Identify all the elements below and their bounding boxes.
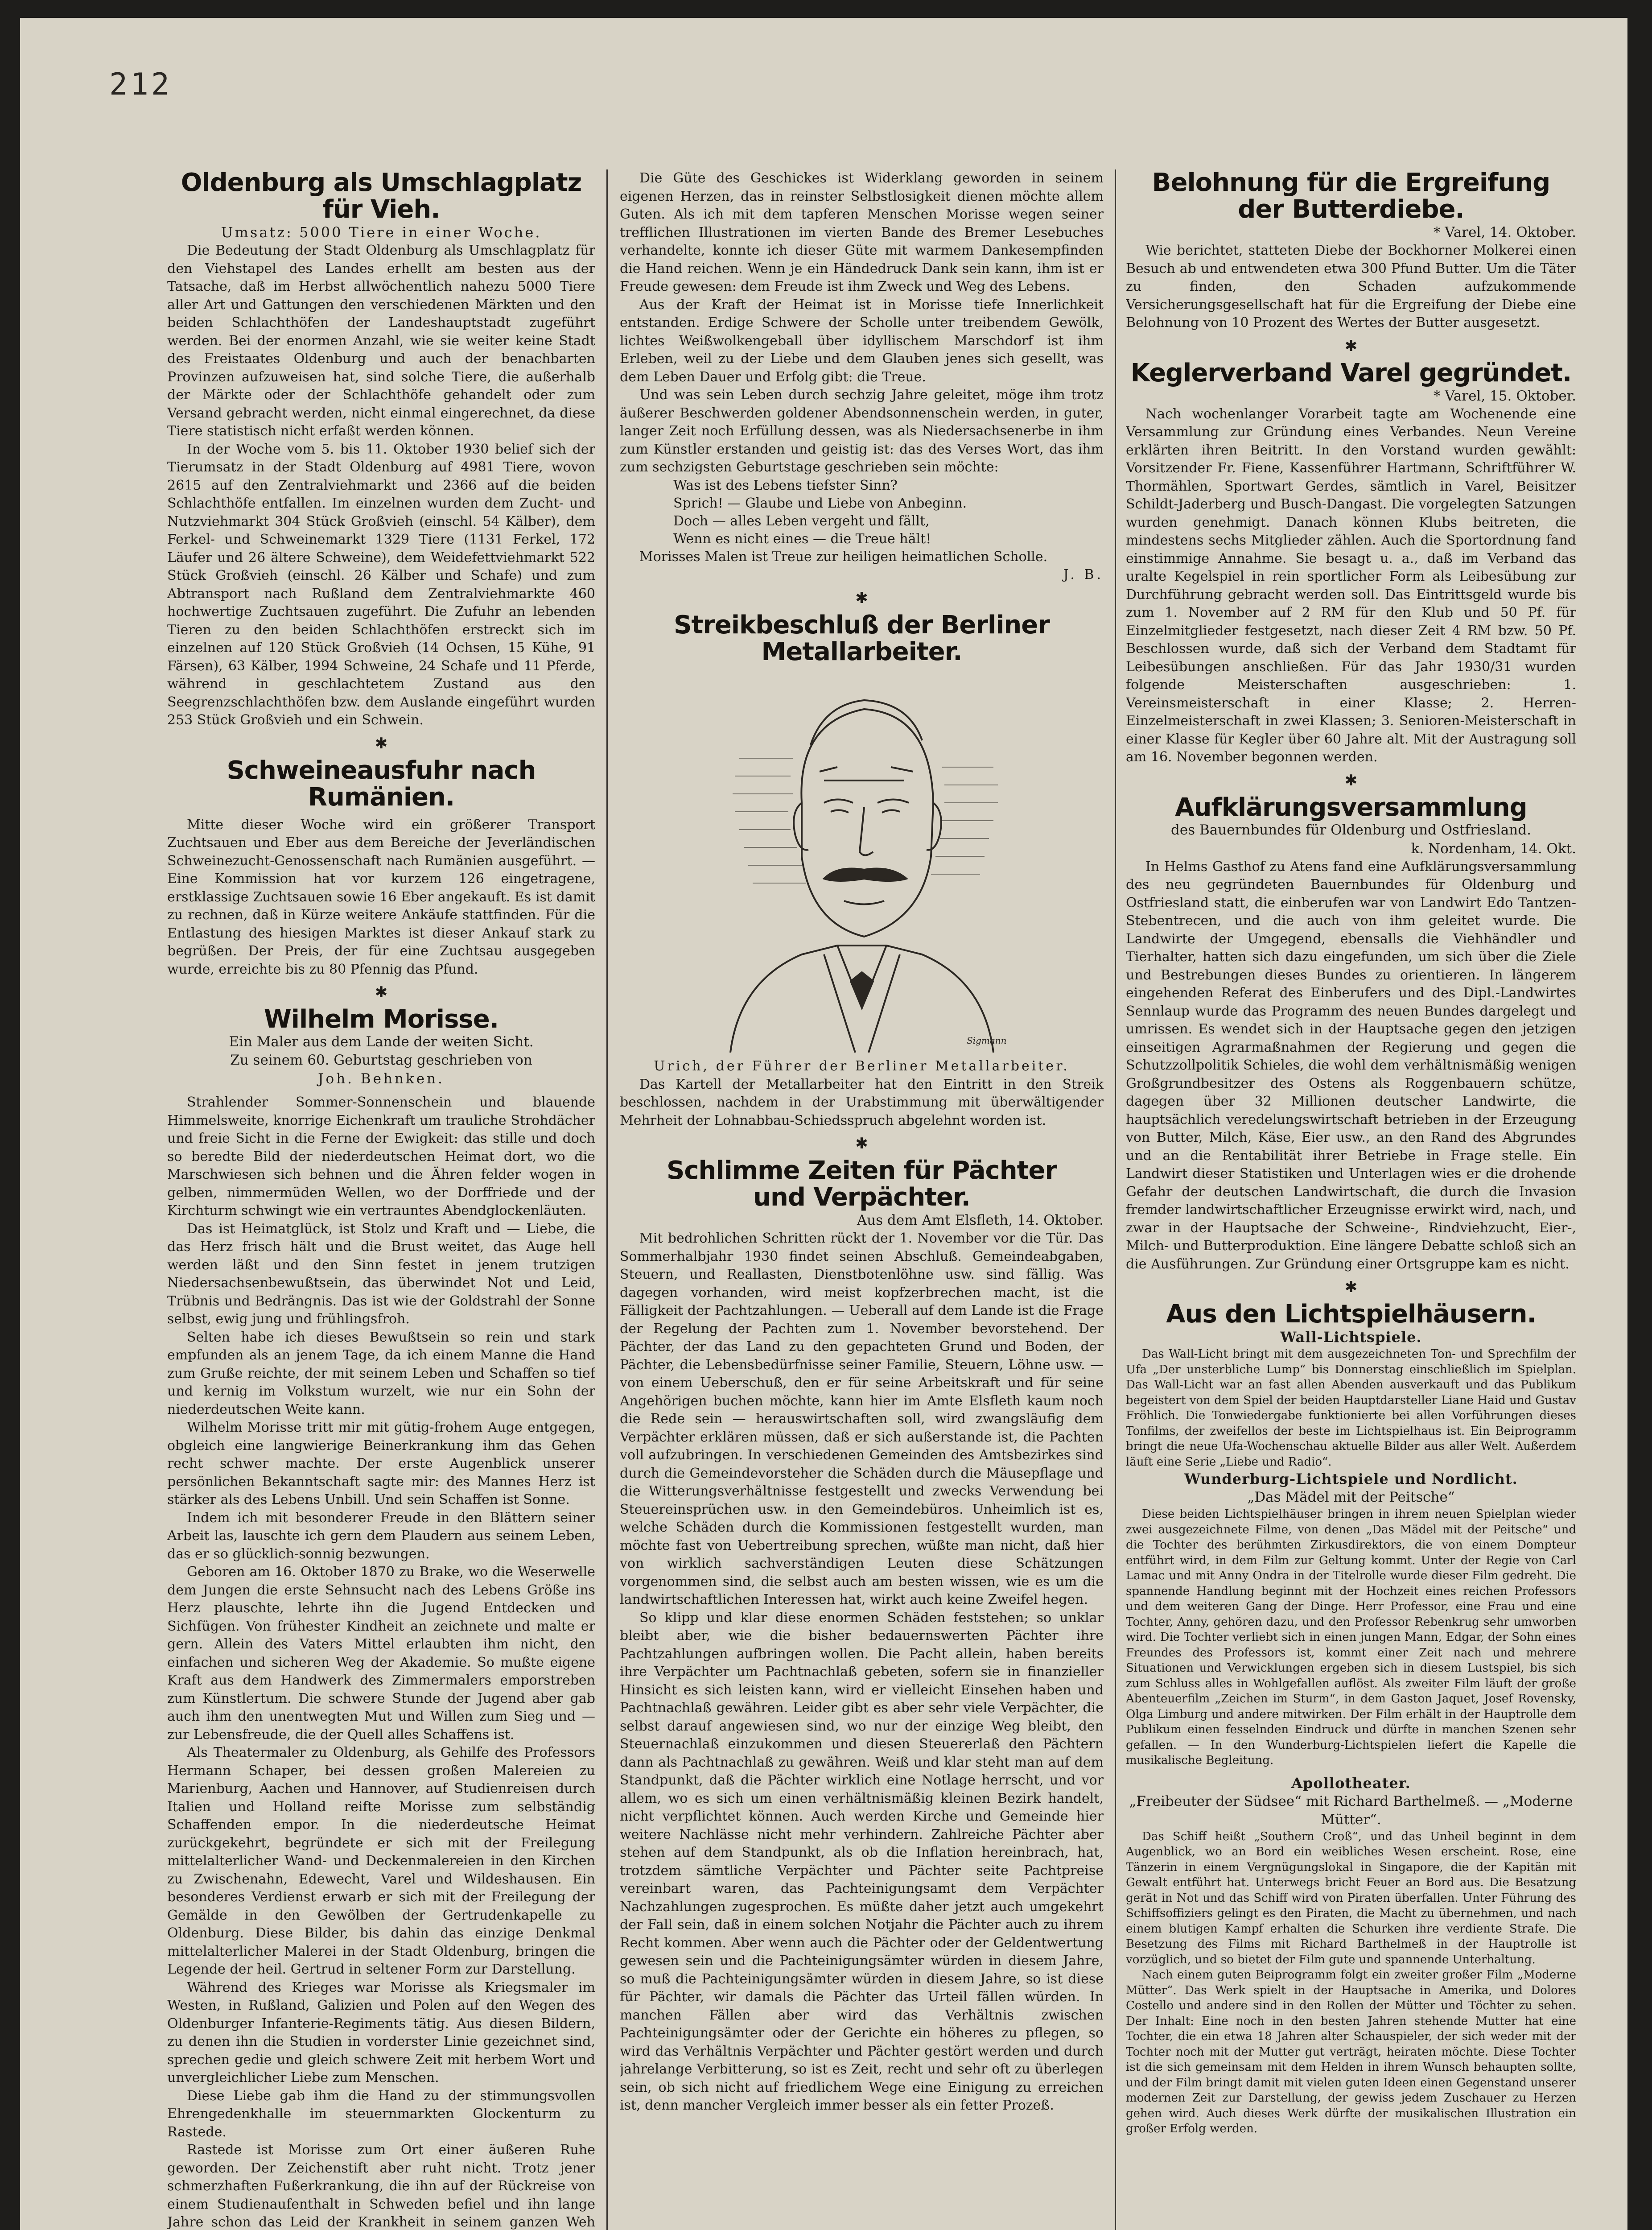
separator-star: ✱ [1344,771,1358,789]
article-title-butter-2: der Butterdiebe. [1238,195,1464,224]
small-print-block [1126,1829,1576,2137]
column-divider-left [606,169,608,2230]
paragraph: Das Schiff heißt „Southern Croß“, und das Unheil beginnt in dem Augenblick, wo an Bord ein weibliches Wesen erscheint. Rose, eine Tänzerin in einem Vergnügungslokal in Singapore, die der Kapitän mit Gewalt entführt hat. Unterwegs bricht Feuer an Bord aus. Die Besatzung gerät in Not und das Schiff wird von Piraten überfallen. Unter Führung des Schiffsoffiziers gelingt es den Piraten, die Macht zu übernehmen, und nach einem blutigen Kampf erhalten die Schurken ihre verdiente Strafe. Die Besetzung des Films mit Richard Barthelmeß in der Hauptrolle ist vorzüglich, und so bietet der Film gute und spannende Unterhaltung. [1126,1829,1576,1966]
paragraph: Das ist Heimatglück, ist Stolz und Kraft und — Liebe, die das Herz frisch hält und die Brust weitet, das Auge hell werden läßt und den Sinn festet in jenem trutzigen Niedersachsenbewußtsein, das überwindet Not und Leid, Trübnis und Bedrängnis. Das ist wie der Goldstrahl der Sonne selbst, ewig jung und frühlingsfroh. [167,1221,595,1327]
paragraph: Wie berichtet, statteten Diebe der Bockhorner Molkerei einen Besuch ab und entwendeten etwa 300 Pfund Butter. Um die Täter zu finden, den Schaden aufzukommende Versicherungsgesellschaft hat für die Ergreifung der Diebe eine Belohnung von 10 Prozent des Wertes der Butter ausgesetzt. [1126,243,1576,330]
paragraph: Geboren am 16. Oktober 1870 zu Brake, wo die Weserwelle dem Jungen die erste Sehnsucht nach des Lebens Größe ins Herz plauschte, lehrte ihn die Jugend Entdecken und Sichfügen. Von frühester Kindheit an zeichnete und malte er gern. Allein des Vaters Mittel erlaubten ihm nicht, den einfachen und sicheren Weg der Akademie. So mußte eigene Kraft aus dem Handwerk des Zimmermalers emporstreben zum Künstlertum. Die schwere Stunde der Jugend aber gab auch ihm den unentwegten Mut und Willen zum Sieg und — zur Lebensfreude, die der Quell alles Schaffens ist. [167,1564,595,1743]
section-heading: Apollotheater. [1291,1774,1411,1792]
poem-line: Sprich! — Glaube und Liebe von Anbeginn. [673,495,967,511]
article-subtitle: des Bauernbundes für Oldenburg und Ostfriesland. [1171,822,1531,838]
author-initials: J. B. [1063,567,1104,582]
portrait-signature: Sigmann [966,1035,1007,1046]
paragraph: Morisses Malen ist Treue zur heiligen heimatlichen Scholle. [639,549,1048,565]
film-title: „Freibeuter der Südsee“ mit Richard Barthelmeß. — „Moderne Mütter“. [1129,1793,1573,1828]
paragraph: Das Wall-Licht bringt mit dem ausgezeichneten Ton- und Sprechfilm der Ufa „Der unsterbliche Lump“ bis Donnerstag einschließlich im Spielplan. Das Wall-Licht war an fast allen Abenden ausverkauft und das Publikum begeistert von dem Spiel der beiden Hauptdarsteller Liane Haid und Gustav Fröhlich. Die Tonwiedergabe funktionierte bei allen Vorführungen dieses Tonfilms, der zweifellos der beste im Lichtspielhaus ist. Ein Beiprogramm bringt die neue Ufa-Wochenschau aktuelle Bilder aus aller Welt. Außerdem läuft eine Serie „Liebe und Radio“. [1126,1347,1576,1469]
article-title-morisse: Wilhelm Morisse. [264,1005,498,1034]
film-title: „Das Mädel mit der Peitsche“ [1247,1489,1455,1505]
article-title-paechter-1: Schlimme Zeiten für Pächter [667,1156,1057,1185]
paragraph: Diese beiden Lichtspielhäuser bringen in ihrem neuen Spielplan wieder zwei ausgezeichnete Filme, von denen „Das Mädel mit der Peitsche“ und die Tochter des berühmten Zirkusdirektors, die von einem Dompteur entführt wird, in dem Film zur Geltung kommt. Unter der Regie von Carl Lamac und mit Anny Ondra in der Titelrolle wurde dieser Film gedreht. Die spannende Handlung beginnt mit der Hochzeit eines reichen Professors und dem weiteren Gang der Dinge. Herr Professor, eine Frau und eine Tochter, Anny, gehören dazu, und den Professor Rebenkrug sehr umworben wird. Die Tochter verliebt sich in einen jungen Mann, Edgar, der Sohn eines Freundes des Professors ist, kommt einer Zeit nach und mehrere Situationen und Verwicklungen ergeben sich in diesem Lustspiel, bis sich zum Schluss alles in Wohlgefallen auflöst. Als zweiter Film läuft der große Abenteuerfilm „Zeichen im Sturm“, in dem Gaston Jaquet, Josef Rovensky, Olga Limburg und andere mitwirken. Der Film erhält in der Hauptrolle dem Publikum einen fesselnden Eindruck und dürfte in manchen Szenen sehr gefallen. — In den Wunderburg-Lichtspielen liefert die Kapelle die musikalische Begleitung. [1126,1507,1576,1767]
article-dedication: Zu seinem 60. Geburtstag geschrieben von [230,1052,532,1068]
article-title-vieh: Oldenburg als Umschlagplatz für Vieh. [181,169,582,224]
article-author: Joh. Behnken. [318,1071,445,1087]
article-dateline: Aus dem Amt Elsfleth, 14. Oktober. [857,1212,1104,1228]
paragraph: Rastede ist Morisse zum Ort einer äußeren Ruhe geworden. Der Zeichenstift aber ruht nicht. Trotz jener schmerzhaften Fußerkrankung, die ihn auf der Rückreise von einem Studienaufenthalt in Schweden befiel und ihn lange Jahre schon das Leid der Krankheit in seinem ganzen Weh [167,2142,595,2230]
section-heading: Wunderburg-Lichtspiele und Nordlicht. [1184,1470,1518,1487]
left-column [167,169,595,2230]
paragraph: Mitte dieser Woche wird ein größerer Transport Zuchtsauen und Eber aus dem Bereiche der Jeverländischen Schweinezucht-Genossenschaft nach Rumänien ausgeführt. — Eine Kommission hat vor kurzem 126 eingetragene, erstklassige Zuchtsauen sowie 16 Eber angekauft. Es ist damit zu rechnen, daß in Kürze weitere Ankäufe stattfinden. Für die Entlastung des hiesigen Marktes ist dieser Ankauf stark zu begrüßen. Der Preis, der für eine Zuchtsau ausgegeben wurde, erreichte bis zu 80 Pfennig das Pfund. [167,817,595,977]
paragraph: So klipp und klar diese enormen Schäden feststehen; so unklar bleibt aber, wie die bisher bedauernswerten Pächter ihre Pachtzahlungen aufbringen wollen. Die Pacht allein, haben bereits ihre Verpächter um Pachtnachlaß gebeten, sofern sie in finanzieller Hinsicht es sich leisten kann, wird er vielleicht Einsehen haben und Pachtnachlaß gewähren. Leider gibt es aber sehr viele Verpächter, die selbst darauf angewiesen sind, wo nur der einzige Weg bleibt, den Steuernachlaß einzukommen und diesen Steuererlaß den Pächtern dann als Pachtnachlaß zu gewähren. Weiß und klar steht man auf dem Standpunkt, daß die Pächter wirklich eine Notlage herrscht, und vor allem, wo es sich um einen verhältnismäßig kleinen Bezirk handelt, nicht verpflichtet können. Auch werden Kirche und Gemeinde hier weitere Nachlässe nicht mehr verhindern. Zahlreiche Pächter aber stehen auf dem Standpunkt, als ob die Inflation hereinbrach, hat, trotzdem sämtliche Verpächter und Pächter seite Pachtpreise vereinbart waren, das Pachteinigungsamt dem Verpächter Nachzahlungen zugesprochen. Es müßte daher jetzt auch umgekehrt der Fall sein, daß in einem solchen Notjahr die Pächter auch zu ihrem Recht kommen. Aber wenn auch die Pächter oder der Geldentwertung gewesen sein und die Pachteinigungsämter würden in diesem Jahre, so muß die Pachteinigungsämter würden in diesem Jahre, so ist diese für Pächter, wir damals die Pächter das Urteil fällen würden. In manchen Fällen aber wird das Verhältnis zwischen Pachteinigungsämter oder der Gerichte ein höheres zu pflegen, so wird das Verhältnis Verpächter und Pächter gestört werden und durch jahrelange Verbitterung, so ist es Zeit, recht und sehr oft zu überlegen sein, ob sich nicht auf friedlichem Wege eine Einigung zu erreichen ist, denn mancher Vergleich immer besser als ein fetter Prozeß. [620,1610,1104,2113]
paragraph: Selten habe ich dieses Bewußtsein so rein und stark empfunden als an jenem Tage, da ich einem Manne die Hand zum Gruße reichte, der mit seinem Leben und Schaffen so tief und kernig im Volkstum wurzelt, wie nur ein Sohn der niederdeutschen Weite kann. [167,1329,595,1417]
article-title-aufklaerung: Aufklärungsversammlung [1175,793,1527,822]
paragraph: Das Kartell der Metallarbeiter hat den Eintritt in den Streik beschlossen, nachdem in der Urabstimmung mit überwältigender Mehrheit der Lohnabbau-Schiedsspruch abgelehnt worden ist. [620,1076,1104,1128]
middle-column [620,169,1104,2230]
article-dateline: * Varel, 14. Oktober. [1433,224,1576,240]
poem-line: Doch — alles Leben vergeht und fällt, [673,513,930,529]
paragraph: Die Güte des Geschickes ist Widerklang geworden in seinem eigenen Herzen, das in reinster Selbstlosigkeit dienen möchte allem Guten. Als ich mit dem tapferen Menschen Morisse wegen seiner trefflichen Illustrationen im vierten Bande des Bremer Lesebuches verhandelte, konnte ich dieser Güte mit warmem Dankesempfinden die Hand reichen. Wenn je ein Händedruck Dank sein kann, ihm ist er Freude gewesen: dem Freude ist ihm Zweck und Weg des Lebens. [620,170,1104,294]
paragraph: Strahlender Sommer-Sonnenschein und blauende Himmelsweite, knorrige Eichenkraft um trauliche Strohdächer und freie Sicht in die Ferne der Ewigkeit: das stille und doch so beredte Bild der niederdeutschen Heimat dort, wo die Marschwiesen sich behnen und die Ähren felder wogen in gelben, nimmermüden Wellen, wo der Dorffriede und der Kirchturm schwingt wie ein vertrauntes Abendglockenläuten. [167,1094,595,1218]
paragraph: Die Bedeutung der Stadt Oldenburg als Umschlagplatz für den Viehstapel des Landes erhellt am besten aus der Tatsache, daß im Herbst allwöchentlich nahezu 5000 Tiere aller Art und Gattungen den verschiedenen Märkten und den beiden Schlachthöfen der Landeshauptstadt zugeführt werden. Bei der enormen Anzahl, wie sie weiter keine Stadt des Freistaates Oldenburg und auch der benachbarten Provinzen aufzuweisen hat, sind solche Tiere, die außerhalb der Märkte oder der Schlachthöfe gehandelt oder zum Versand gebracht werden, nicht einmal eingerechnet, da diese Tiere statistisch nicht erfaßt werden können. [167,243,595,439]
separator-star: ✱ [855,1135,868,1152]
separator-star: ✱ [855,589,868,607]
poem-line: Was ist des Lebens tiefster Sinn? [673,477,898,493]
newspaper-page [20,18,1627,2230]
paragraph: Mit bedrohlichen Schritten rückt der 1. November vor die Tür. Das Sommerhalbjahr 1930 findet seinen Abschluß. Gemeindeabgaben, Steuern, und Reallasten, Dienstbotenlöhne usw. sind fällig. Was dagegen vorhanden, wird meist kopfzerbrechen macht, ist die Fälligkeit der Pachtzahlungen. — Ueberall auf dem Lande ist die Frage der Regelung der Pachten zum 1. November bevorstehend. Der Pächter, der das Land zu den gepachteten Grund und Boden, der Pächter, die Lebensbedürfnisse seiner Familie, Steuern, Löhne usw. — von einem Ueberschuß, den er für seine Arbeitskraft und für seine Angehörigen buchen möchte, kann hier im Amte Elsfleth kaum noch die Rede sein — herauswirtschaften soll, wird zwangsläufig dem Verpächter erklären müssen, daß er sich außerstande ist, die Pachten voll aufzubringen. In verschiedenen Gemeinden des Amtsbezirkes sind durch die Gemeindevorsteher die Schäden durch die Mäusepflage und die Witterungsverhältnisse festgestellt und zwecks Verwendung bei Steuereinsprüchen usw. in den Gemeindebüros. Unheimlich ist es, welche Schäden durch die Kommissionen festgestellt wurden, man möchte fast von Uebertreibung sprechen, wüßte man nicht, daß hier von wirklich sachverständigen Leuten diese Schätzungen vorgenommen sind, die selbst auch am besten wissen, wie es um die landwirtschaftlichen Interessen hat, wirkt auch keine Zweifel hegen. [620,1231,1104,1607]
paragraph: Wilhelm Morisse tritt mir mit gütig-frohem Auge entgegen, obgleich eine langwierige Beinerkrankung ihm das Gehen recht schwer machte. Der erste Augenblick unserer persönlichen Bekanntschaft sagte mir: des Mannes Herz ist stärker als des Lebens Unbill. Und sein Schaffen ist Sonne. [167,1420,595,1507]
article-title-lichtspiel: Aus den Lichtspielhäusern. [1166,1300,1536,1329]
paragraph: Und was sein Leben durch sechzig Jahre geleitet, möge ihm trotz äußerer Beschwerden goldener Abendsonnenschein werden, in guter, langer Zeit noch Erfüllung dessen, was als Niedersachsenerbe in ihm zum Künstler erstanden und geistig ist: das des Verses Wort, das ihm zum sechzigsten Geburtstage geschrieben sein möchte: [620,387,1104,475]
article-title-butter-1: Belohnung für die Ergreifung [1152,169,1550,197]
small-print-block [1126,1346,1576,1470]
article-dateline: k. Nordenham, 14. Okt. [1411,840,1576,857]
paragraph: Aus der Kraft der Heimat ist in Morisse tiefe Innerlichkeit entstanden. Erdige Schwere der Scholle unter treibendem Gewölk, lichtes Weißwolkengeball über idyllischem Marschdorf ist ihm Erleben, weil zu der Liebe und dem Glauben jenes sich gesellt, was dem Leben Dauer und Erfolg gibt: die Treue. [620,297,1104,385]
article-subtitle-morisse: Ein Maler aus dem Lande der weiten Sicht. [229,1034,534,1050]
poem [620,477,1104,548]
paragraph: In der Woche vom 5. bis 11. Oktober 1930 belief sich der Tierumsatz in der Stadt Oldenburg auf 4981 Tiere, wovon 2615 auf den Zentralviehmarkt und 2366 auf die beiden Schlachthöfe entfallen. Im einzelnen wurden dem Zucht- und Nutzviehmarkt 304 Stück Großvieh (einschl. 54 Kälber), dem Ferkel- und Schweinemarkt 1329 Tiere (1131 Ferkel, 172 Läufer und 26 ältere Schweine), dem Weidefettviehmarkt 522 Stück Großvieh (einschl. 26 Kälber und Schafe) und zum Abtransport nach Rußland dem Zentralviehmarkte 460 hochwertige Zuchtsauen zugeführt. Die Zufuhr an lebenden Tieren zu den beiden Schlachthöfen erstreckt sich im einzelnen auf 120 Stück Großvieh (14 Ochsen, 15 Kühe, 91 Färsen), 63 Kälber, 1994 Schweine, 24 Schafe und 11 Pferde, während in geschlachtetem Zustand aus den Seegrenzschlachthöfen bzw. dem Auslande eingeführt wurden 253 Stück Großvieh und ein Schwein. [167,441,595,728]
section-heading: Wall-Lichtspiele. [1280,1329,1422,1346]
separator-star: ✱ [1344,337,1358,355]
paragraph: Diese Liebe gab ihm die Hand zu der stimmungsvollen Ehrengedenkhalle im steuernmarkten Glockenturm zu Rastede. [167,2088,595,2140]
separator-star: ✱ [1344,1278,1358,1296]
paragraph: Als Theatermaler zu Oldenburg, als Gehilfe des Professors Hermann Schaper, bei dessen großen Malereien zu Marienburg, Aachen und Hannover, auf Studienreisen durch Italien und Holland reifte Morisse zum selbständig Schaffenden empor. In die niederdeutsche Heimat zurückgekehrt, begründete er sich mit der Freilegung mittelalterlicher Wand- und Deckenmalereien in den Kirchen zu Zwischenahn, Edewecht, Varel und Wildeshausen. Ein besonderes Verdienst erwarb er sich mit der Freilegung der Gemälde in den Gewölben der Gertrudenkapelle zu Oldenburg. Diese Bilder, bis dahin das einzige Denkmal mittelalterlicher Malerei in der Stadt Oldenburg, bringen die Legende der heil. Gertrud in seltener Form zur Darstellung. [167,1745,595,1977]
article-title-rumaenien: Schweineausfuhr nach Rumänien. [227,756,536,812]
portrait-caption: Urich, der Führer der Berliner Metallarbeiter. [654,1058,1070,1074]
paragraph: Nach wochenlanger Vorarbeit tagte am Wochenende eine Versammlung zur Gründung eines Verbandes. Neun Vereine erklärten ihren Beitritt. In den Vorstand wurden gewählt: Vorsitzender Fr. Fiene, Kassenführer Hartmann, Schriftführer W. Thormählen, Sportwart Gerdes, sämtlich in Varel, Beisitzer Schildt-Jaderberg und Busch-Dangast. Die vorgelegten Satzungen wurden genehmigt. Danach können Klubs beitreten, die mindestens sechs Mitglieder zählen. Auch die Sportordnung fand einstimmige Annahme. Sie besagt u. a., daß im Verband das uralte Kegelspiel in rein sportlicher Form als Leibesübung zur Durchführung gebracht werden soll. Das Eintrittsgeld wurde bis zum 1. November auf 2 RM für den Klub und 50 Pf. für Einzelmitglieder festgesetzt, nach dieser Zeit 4 RM bzw. 50 Pf. Beschlossen wurde, daß sich der Verband dem Stadtamt für Leibesübungen anschließen. Für das Jahr 1930/31 wurden folgende Meisterschaften ausgeschrieben: 1. Vereinsmeisterschaft in einer Klasse; 2. Herren-Einzelmeisterschaft in zwei Klassen; 3. Senioren-Meisterschaft in einer Klasse für Kegler über 60 Jahre alt. Mit der Austragung soll am 16. November begonnen werden. [1126,406,1576,765]
poem-line: Wenn es nicht eines — die Treue hält! [673,531,931,547]
article-subtitle-vieh: Umsatz: 5000 Tiere in einer Woche. [221,224,542,241]
separator-star: ✱ [375,734,388,752]
article-dateline: * Varel, 15. Oktober. [1433,388,1576,404]
paragraph: Nach einem guten Beiprogramm folgt ein zweiter großer Film „Moderne Mütter“. Das Werk spielt in der Hauptsache in Amerika, und Dolores Costello und andere sind in den Rollen der Mütter und Töchter zu sehen. Der Inhalt: Eine noch in den besten Jahren stehende Mutter hat eine Tochter, die ein etwa 18 Jahren alter Schauspieler, der sich weder mit der Tochter noch mit der Mutter gut verträgt, heiraten möchte. Diese Tochter ist die sich gemeinsam mit dem Helden in ihrem Wunsch behaupten sollte, und der Film bringt damit mit vielen guten Ideen einen Gegenstand unserer modernen Zeit zur Darstellung, der gewiss jedem Zuschauer zu Herzen gehen wird. Auch dieses Werk dürfte der musikalischen Illustration ein großer Erfolg werden. [1126,1968,1576,2135]
right-column [1126,169,1576,2230]
article-title-streik: Streikbeschluß der Berliner Metallarbeiter. [674,610,1050,666]
column-divider-right [1115,169,1116,2230]
article-title-kegler: Keglerverband Varel gegründet. [1130,358,1572,388]
paragraph: In Helms Gasthof zu Atens fand eine Aufklärungsversammlung des neu gegründeten Bauernbundes für Oldenburg und Ostfriesland statt, die einberufen war von Landwirt Edo Tantzen-Stebentrecen, und die auch von ihm geleitet wurde. Die Landwirte der Umgegend, ebensalls die Viehhändler und Tierhalter, hatten sich dazu eingefunden, um sich über die Ziele und Bestrebungen dieses Bundes zu orientieren. In längerem eingehenden Referat des Einberufers und des Dipl.-Landwirtes Sennlaup wurde das Programm des neuen Bundes dargelegt und umrissen. Es wendet sich in der Hauptsache gegen den jetzigen einseitigen Agrarmaßnahmen der Regierung und gegen die Schutzzollpolitik Schieles, die wohl dem verhältnismäßig wenigen Großgrundbesitzer des Ostens als Roggenbauern schütze, dagegen über 32 Millionen deutscher Landwirte, die hauptsächlich veredelungswirtschaft betrieben in der Erzeugung von Butter, Milch, Käse, Eier usw., an den Rand des Abgrundes und an die Rentabilität ihrer Betriebe in Frage stelle. Ein Landwirt dieser Statistiken und Unterlagen wies er die drohende Gefahr der deutschen Landwirtschaft, die durch die Invasion fremder landwirtschaftlicher Erzeugnisse erwirkt wird, nach, und zwar in der Hauptsache der Schweine-, Rindviehzucht, Eier-, Milch- und Butterproduktion. Eine längere Debatte schloß sich an die Ausführungen. Zur Gründung einer Ortsgruppe kam es nicht. [1126,859,1576,1272]
portrait-illustration [690,669,1034,1053]
paragraph: Während des Krieges war Morisse als Kriegsmaler im Westen, in Rußland, Galizien und Polen auf den Wegen des Oldenburger Infanterie-Regiments tätig. Aus diesen Bildern, zu denen ihn die Studien in vorderster Linie gezeichnet sind, sprechen gedie und gleich schwere Zeit mit herbem Wort und unvergleichlicher Liebe zum Menschen. [167,1979,595,2085]
paragraph: Indem ich mit besonderer Freude in den Blättern seiner Arbeit las, lauschte ich gern dem Plaudern aus seinem Leben, das er so glücklich-sonnig bezwungen. [167,1510,595,1562]
article-title-paechter-2: und Verpächter. [753,1183,970,1212]
separator-star: ✱ [375,983,388,1001]
page-number: 212 [109,67,172,102]
small-print-block [1126,1507,1576,1768]
